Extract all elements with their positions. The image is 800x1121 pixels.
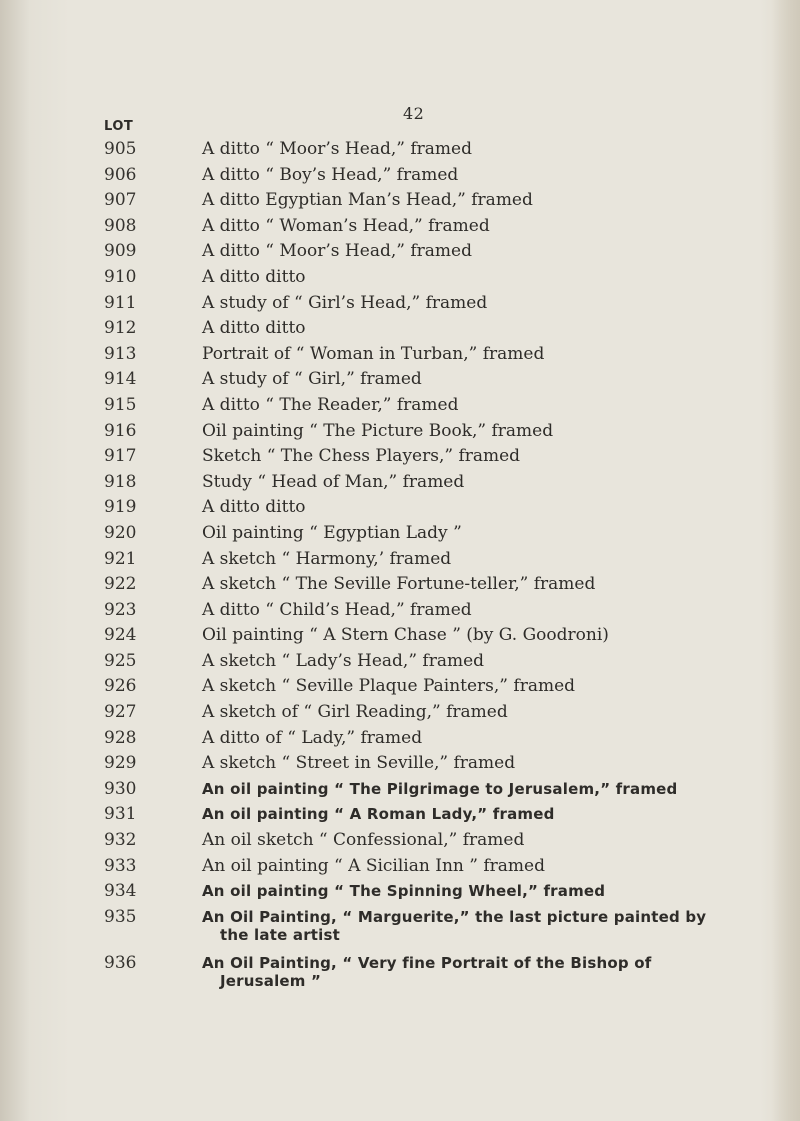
lot-description: [202, 163, 458, 189]
lot-row: [0, 419, 800, 445]
lot-column-header: LOT: [104, 119, 134, 134]
lot-number: 918: [104, 471, 137, 492]
lot-description: [202, 547, 451, 573]
lot-description-text: A ditto ditto: [202, 266, 306, 287]
lot-number: 932: [104, 830, 137, 851]
lot-description-text: Oil painting “ A Stern Chase ” (by G. Goodroni): [202, 625, 609, 646]
lot-row: [0, 777, 800, 803]
lot-description-text: A ditto ditto: [202, 497, 306, 518]
lot-description: [202, 828, 524, 854]
lot-description-text: A ditto “ Woman’s Head,” framed: [202, 215, 490, 236]
lot-description-text: A ditto “ Moor’s Head,” framed: [202, 241, 472, 262]
lot-description: [202, 879, 605, 905]
lot-row: [0, 700, 800, 726]
lot-description: [202, 239, 472, 265]
lot-description: [202, 137, 472, 163]
page-number: 42: [403, 104, 425, 123]
lot-number: 920: [104, 522, 137, 543]
lot-number: 915: [104, 394, 137, 415]
lot-number: 919: [104, 497, 137, 518]
lot-description: [202, 777, 677, 803]
lot-description: [202, 674, 575, 700]
lot-number: 935: [104, 906, 137, 927]
lot-description-text: An oil painting “ The Pilgrimage to Jerusalem,” framed: [202, 779, 678, 798]
lot-description-text: A ditto of “ Lady,” framed: [202, 727, 423, 748]
lot-row: [0, 854, 800, 880]
lot-number: 905: [104, 139, 137, 159]
lot-number: 921: [104, 548, 137, 569]
lot-row: [0, 547, 800, 573]
lot-row: [0, 316, 800, 342]
lot-row: [0, 137, 800, 163]
lot-number: 928: [104, 727, 137, 748]
lot-row: [0, 674, 800, 700]
lot-description: [202, 751, 515, 777]
lot-number: 923: [104, 599, 137, 620]
lot-description-text: Oil painting “ Egyptian Lady ”: [202, 522, 462, 543]
lot-row: [0, 188, 800, 214]
lot-row: [0, 163, 800, 189]
lot-row: [0, 291, 800, 317]
lot-number: 933: [104, 855, 137, 876]
lot-description-text: An Oil Painting, “ Marguerite,” the last picture painted by: [202, 907, 707, 926]
lot-description: [202, 188, 533, 214]
lot-description-text: Sketch “ The Chess Players,” framed: [202, 446, 521, 467]
lot-row: [0, 802, 800, 828]
lot-row: [0, 495, 800, 521]
lot-number: 914: [104, 369, 137, 390]
lot-description-text: An Oil Painting, “ Very fine Portrait of the Bishop of: [202, 953, 652, 972]
lot-number: 908: [104, 215, 137, 236]
lot-description: [202, 444, 520, 470]
lot-description: [202, 495, 306, 521]
lot-description: [202, 700, 508, 726]
lot-description-text: A sketch “ Seville Plaque Painters,” framed: [202, 676, 576, 697]
lot-description-text: A ditto “ Child’s Head,” framed: [202, 599, 472, 620]
lot-number: 924: [104, 625, 137, 646]
lot-number: 912: [104, 318, 137, 339]
lot-row: [0, 393, 800, 419]
lot-number: 922: [104, 574, 137, 595]
lot-description: [202, 623, 609, 649]
lot-row: [0, 598, 800, 624]
lot-description-text: A sketch “ Lady’s Head,” framed: [202, 650, 485, 671]
lot-row: [0, 444, 800, 470]
lot-description: [202, 854, 545, 880]
lot-description: [202, 419, 553, 445]
lot-number: 917: [104, 446, 137, 467]
lot-number: 934: [104, 881, 137, 902]
lot-description: [202, 905, 706, 945]
lot-number: 925: [104, 650, 137, 671]
lot-description-text: A study of “ Girl,” framed: [202, 369, 422, 390]
lot-description-text: An oil painting “ A Roman Lady,” framed: [202, 805, 555, 824]
lot-description: [202, 572, 595, 598]
lot-description-text: An oil painting “ The Spinning Wheel,” framed: [202, 882, 606, 901]
lot-number: 906: [104, 164, 137, 185]
lot-row: [0, 649, 800, 675]
lot-description: [202, 649, 484, 675]
lot-row: [0, 521, 800, 547]
lot-number: 910: [104, 266, 137, 287]
lot-number: 913: [104, 343, 137, 364]
lot-row: [0, 265, 800, 291]
lot-list: [0, 137, 800, 997]
lot-description-text: A ditto “ The Reader,” framed: [202, 394, 459, 415]
lot-description-text: A sketch “ Street in Seville,” framed: [202, 753, 516, 774]
lot-description-text: A study of “ Girl’s Head,” framed: [202, 292, 488, 313]
lot-description: [202, 521, 462, 547]
lot-description-text: Study “ Head of Man,” framed: [202, 471, 465, 492]
lot-number: 909: [104, 241, 137, 262]
lot-number: 929: [104, 753, 137, 774]
lot-row: [0, 623, 800, 649]
lot-description-text: Oil painting “ The Picture Book,” framed: [202, 420, 554, 441]
lot-description: [202, 316, 306, 342]
lot-description: [202, 726, 422, 752]
lot-description-text: A ditto ditto: [202, 318, 306, 339]
lot-number: 927: [104, 702, 137, 723]
lot-row: [0, 572, 800, 598]
lot-row: [0, 367, 800, 393]
lot-row: [0, 828, 800, 854]
lot-row: [0, 905, 800, 951]
lot-description: [202, 598, 472, 624]
lot-number: 931: [104, 804, 137, 825]
lot-description: [202, 470, 464, 496]
lot-description: [202, 367, 422, 393]
lot-description-continuation: Jerusalem ”: [220, 972, 322, 991]
lot-description-text: Portrait of “ Woman in Turban,” framed: [202, 343, 545, 364]
lot-description: [202, 214, 490, 240]
lot-description-continuation: the late artist: [220, 926, 341, 945]
lot-description-text: A sketch of “ Girl Reading,” framed: [202, 702, 508, 723]
lot-row: [0, 879, 800, 905]
lot-number: 936: [104, 952, 137, 973]
lot-description-text: An oil sketch “ Confessional,” framed: [202, 830, 525, 851]
lot-row: [0, 239, 800, 265]
lot-row: [0, 214, 800, 240]
lot-description: [202, 342, 544, 368]
lot-description-text: A sketch “ The Seville Fortune-teller,” framed: [202, 574, 596, 595]
lot-description: [202, 802, 555, 828]
lot-row: [0, 342, 800, 368]
lot-description-text: A ditto “ Boy’s Head,” framed: [202, 164, 459, 185]
lot-description: [202, 291, 487, 317]
lot-description: [202, 265, 306, 291]
lot-row: [0, 951, 800, 997]
lot-number: 916: [104, 420, 137, 441]
lot-row: [0, 726, 800, 752]
lot-number: 911: [104, 292, 137, 313]
lot-number: 926: [104, 676, 137, 697]
lot-description: [202, 951, 651, 991]
lot-row: [0, 470, 800, 496]
lot-row: [0, 751, 800, 777]
lot-number: 907: [104, 190, 137, 211]
lot-description-text: A sketch “ Harmony,’ framed: [202, 548, 452, 569]
lot-description-text: An oil painting “ A Sicilian Inn ” framed: [202, 855, 545, 876]
lot-description-text: A ditto “ Moor’s Head,” framed: [202, 139, 472, 159]
lot-description: [202, 393, 458, 419]
lot-number: 930: [104, 778, 137, 799]
lot-description-text: A ditto Egyptian Man’s Head,” framed: [202, 190, 533, 211]
